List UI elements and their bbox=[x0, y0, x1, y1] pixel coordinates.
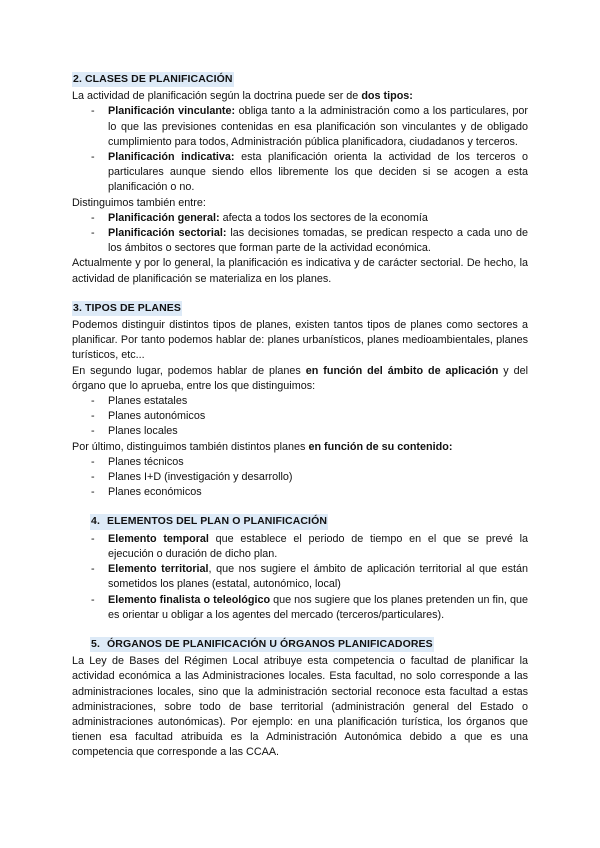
bullet-list bbox=[72, 394, 528, 440]
bullet-dash: - bbox=[91, 532, 95, 545]
text: y del órgano que lo aprueba, entre los que distinguimos: bbox=[72, 364, 528, 392]
section-heading: 3. TIPOS DE PLANES bbox=[72, 301, 182, 316]
list-item bbox=[72, 211, 528, 226]
list-item bbox=[72, 593, 528, 623]
list-item bbox=[72, 532, 528, 562]
section-heading bbox=[90, 637, 434, 652]
section-elementos-plan bbox=[72, 514, 528, 622]
text: afecta a todos los sectores de la economía bbox=[219, 211, 428, 224]
paragraph: Actualmente y por lo general, la planificación es indicativa y de carácter sectorial. De hecho, la actividad de planificación se materializa en los planes. bbox=[72, 257, 528, 285]
bullet-list bbox=[72, 455, 528, 501]
text: Planes económicos bbox=[108, 486, 202, 499]
bullet-dash: - bbox=[91, 410, 95, 423]
bullet-dash: - bbox=[91, 455, 95, 468]
text: Planes autonómicos bbox=[108, 410, 206, 423]
text: Planes estatales bbox=[108, 395, 188, 408]
bullet-dash: - bbox=[91, 151, 95, 164]
paragraph bbox=[72, 364, 528, 394]
bullet-dash: - bbox=[91, 471, 95, 484]
bullet-dash: - bbox=[91, 211, 95, 224]
text: La actividad de planificación según la doctrina puede ser de bbox=[72, 90, 362, 103]
section-organos-planificacion bbox=[72, 637, 528, 761]
section-heading: 2. CLASES DE PLANIFICACIÓN bbox=[72, 72, 234, 87]
list-item bbox=[72, 562, 528, 592]
text: En segundo lugar, podemos hablar de planes bbox=[72, 364, 306, 377]
text: obliga tanto a la administración como a los particulares, por lo que las previsiones contenidas en esa planificación son vinculantes y de obligado cumplimiento para todos, Administración pública planificadora, ciudadanos y terceros. bbox=[108, 105, 528, 148]
text: Planes I+D (investigación y desarrollo) bbox=[108, 471, 293, 484]
list-item bbox=[72, 485, 528, 500]
bullet-dash: - bbox=[91, 227, 95, 240]
list-item bbox=[72, 150, 528, 196]
section-tipos-planes bbox=[72, 301, 528, 501]
list-item bbox=[72, 424, 528, 439]
list-item bbox=[72, 394, 528, 409]
bullet-dash: - bbox=[91, 395, 95, 408]
text: Planes técnicos bbox=[108, 455, 184, 468]
bullet-dash: - bbox=[91, 593, 95, 606]
paragraph bbox=[72, 89, 528, 104]
bold-text: dos tipos: bbox=[361, 90, 413, 103]
bullet-dash: - bbox=[91, 563, 95, 576]
section-title: ÓRGANOS DE PLANIFICACIÓN U ÓRGANOS PLANIFICADORES bbox=[107, 637, 433, 650]
bullet-list bbox=[72, 104, 528, 195]
text: esta planificación orienta la actividad de los terceros o particulares aunque siendo ellos libremente los que deciden si se acogen a esta planificación o no. bbox=[108, 151, 529, 194]
paragraph: Podemos distinguir distintos tipos de planes, existen tantos tipos de planes como sectores a planificar. Por tanto podemos hablar de: planes urbanísticos, planes medioambientales, planes turísticos, etc... bbox=[72, 319, 528, 362]
section-heading bbox=[90, 514, 328, 529]
text: que nos sugiere que los planes pretenden un fin, que es orientar u obligar a los agentes del mercado (terceros/particulares). bbox=[108, 593, 528, 621]
bullet-dash: - bbox=[91, 425, 95, 438]
list-item bbox=[72, 409, 528, 424]
bullet-dash: - bbox=[91, 486, 95, 499]
bold-text: Elemento temporal bbox=[108, 532, 209, 545]
list-item bbox=[72, 455, 528, 470]
text: Planes locales bbox=[108, 425, 178, 438]
paragraph: Distinguimos también entre: bbox=[72, 196, 206, 209]
bold-text: en función de su contenido: bbox=[308, 440, 453, 453]
bullet-list bbox=[72, 211, 528, 257]
bold-text: Planificación indicativa: bbox=[108, 151, 235, 164]
document-page bbox=[72, 72, 528, 775]
text: que establece el periodo de tiempo en el que se prevé la ejecución o duración de dicho plan. bbox=[108, 532, 529, 560]
section-clases-planificacion bbox=[72, 72, 528, 287]
section-title: ELEMENTOS DEL PLAN O PLANIFICACIÓN bbox=[107, 515, 328, 528]
bold-text: en función del ámbito de aplicación bbox=[305, 364, 499, 377]
bold-text: Planificación vinculante: bbox=[108, 105, 236, 118]
section-number: 5. bbox=[91, 637, 100, 650]
bold-text: Planificación general: bbox=[108, 211, 220, 224]
bullet-dash: - bbox=[91, 105, 95, 118]
list-item bbox=[72, 470, 528, 485]
section-number: 4. bbox=[91, 515, 100, 528]
list-item bbox=[72, 226, 528, 256]
bold-text: Planificación sectorial: bbox=[108, 227, 227, 240]
bold-text: Elemento territorial bbox=[108, 563, 209, 576]
bullet-list bbox=[72, 532, 528, 623]
text: , que nos sugiere el ámbito de aplicación territorial al que están sometidos los planes (estatal, autonómico, local) bbox=[108, 563, 528, 591]
list-item bbox=[72, 104, 528, 150]
paragraph: La Ley de Bases del Régimen Local atribuye esta competencia o facultad de planificar la actividad económica a las Administraciones locales. Esta facultad, no solo corresponde a las administraciones locales, sino que la administración sectorial reconoce esta facultad a estas administraciones, sobre todo de base territorial (administración general del Estado o administraciones autonómicas). Por ejemplo: en una planificación turística, los órganos que tienen esa facultad atribuida es la Administración Autonómica debido a que es una competencia que corresponde a las CCAA. bbox=[72, 655, 528, 759]
text: Por último, distinguimos también distintos planes bbox=[72, 440, 309, 453]
bold-text: Elemento finalista o teleológico bbox=[108, 593, 271, 606]
text: las decisiones tomadas, se predican respecto a cada uno de los ámbitos o sectores que forman parte de la actividad económica. bbox=[108, 227, 528, 255]
paragraph bbox=[72, 440, 528, 455]
